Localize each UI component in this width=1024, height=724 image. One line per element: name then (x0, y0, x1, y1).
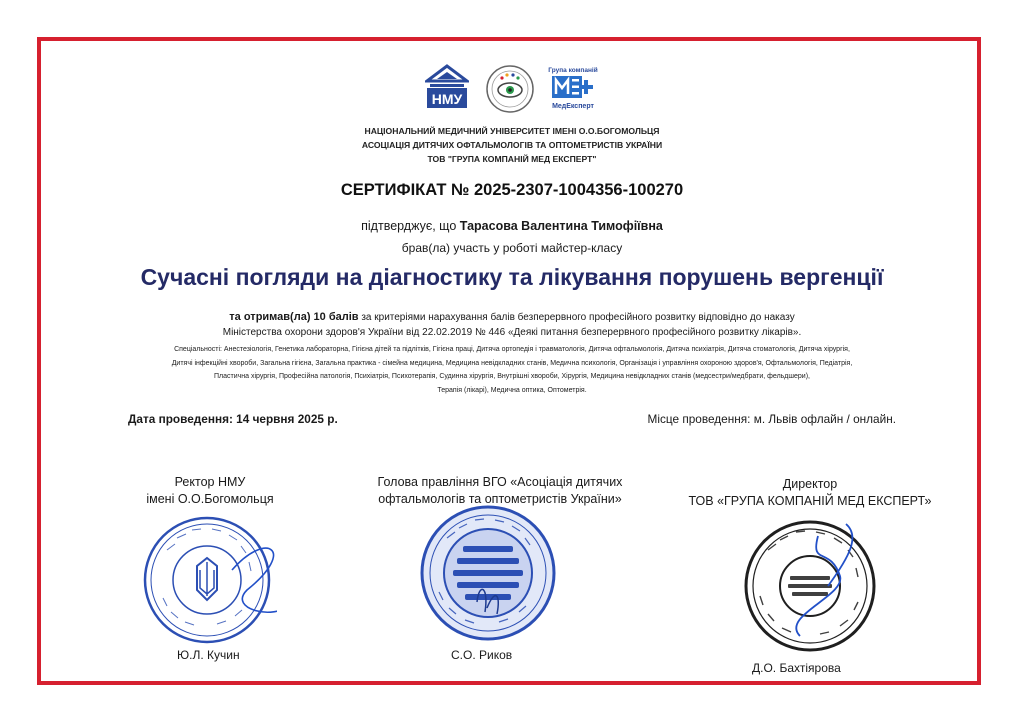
svg-text:Група компаній: Група компаній (548, 67, 598, 74)
organizations-block (0, 124, 1024, 166)
organization-name: ТОВ "ГРУПА КОМПАНІЙ МЕД ЕКСПЕРТ" (427, 154, 597, 164)
university-seal (137, 510, 277, 650)
event-date: Дата проведення: 14 червня 2025 р. (128, 412, 338, 426)
points-order: Міністерства охорони здоров'я України від 22.02.2019 № 446 «Деякі питання безперервного професійного розвитку лікарів». (222, 327, 802, 338)
signatory-title-director: Директор ТОВ «ГРУПА КОМПАНІЙ МЕД ЕКСПЕРТ» (688, 477, 932, 508)
signatory-name-association: С.О. Риков (451, 648, 513, 662)
specialties-line: Дитячі інфекційні хвороби, Загальна гігієна, Загальна практика - сімейна медицина, Медицина невідкладних станів, Медична психологія, Організація і управління охороною здоров'я, Офтальмологія, Педіатрія, (171, 359, 853, 367)
organization-name: НАЦІОНАЛЬНИЙ МЕДИЧНИЙ УНІВЕРСИТЕТ ІМЕНІ О.О.БОГОМОЛЬЦЯ (364, 126, 660, 136)
association-logo (485, 64, 535, 114)
event-place: Місце проведення: м. Львів офлайн / онлайн. (647, 412, 896, 426)
signatory-title-association: Голова правління ВГО «Асоціація дитячих офтальмологів та оптометристів України» (377, 475, 623, 506)
course-title: Сучасні погляди на діагностику та лікування порушень вергенції (140, 264, 884, 290)
association-seal (417, 502, 559, 644)
points-block (0, 310, 1024, 340)
svg-text:МедЕксперт: МедЕксперт (552, 103, 594, 110)
company-seal (740, 516, 880, 656)
specialties-line: Терапія (лікарі), Медична оптика, Оптометрія. (437, 387, 587, 395)
signatory-title-rector: Ректор НМУ імені О.О.Богомольця (146, 475, 274, 506)
organization-name: АСОЦІАЦІЯ ДИТЯЧИХ ОФТАЛЬМОЛОГІВ ТА ОПТОМЕТРИСТІВ УКРАЇНИ (361, 140, 663, 150)
participation-line: брав(ла) участь у роботі майстер-класу (401, 241, 623, 255)
confirmation-line (0, 219, 1024, 233)
confirm-prefix: підтверджує, що (361, 219, 457, 233)
points-awarded: та отримав(ла) 10 балів (229, 311, 359, 323)
logo-row (0, 64, 1024, 116)
medexpert-logo (548, 64, 598, 112)
specialties-line: Пластична хірургія, Професійна патологія, Психіатрія, Психотерапія, Судинна хірургія, Внутрішні хвороби, Хірургія, Медицина невідкладних станів (медсестри/медбрати, фельдшери), (214, 373, 810, 381)
certificate-title: СЕРТИФІКАТ № 2025-2307-1004356-100270 (340, 181, 684, 199)
specialties-block (60, 343, 964, 398)
signatory-name-rector: Ю.Л. Кучин (177, 648, 240, 662)
recipient-name: Тарасова Валентина Тимофіївна (459, 219, 663, 233)
points-criteria: за критеріями нарахування балів безперервного професійного розвитку відповідно до наказу (361, 312, 795, 323)
svg-text:НМУ: НМУ (431, 91, 463, 107)
nmu-logo (425, 64, 469, 112)
signatory-name-director: Д.О. Бахтіярова (752, 661, 841, 675)
specialties-line: Спеціальності: Анестезіологія, Генетика лабораторна, Гігієна дітей та підлітків, Гігієна праці, Дитяча ортопедія і травматологія, Дитяча офтальмологія, Дитяча психіатрія, Дитяча стоматологія, Дитяча хірургія, (174, 346, 850, 353)
